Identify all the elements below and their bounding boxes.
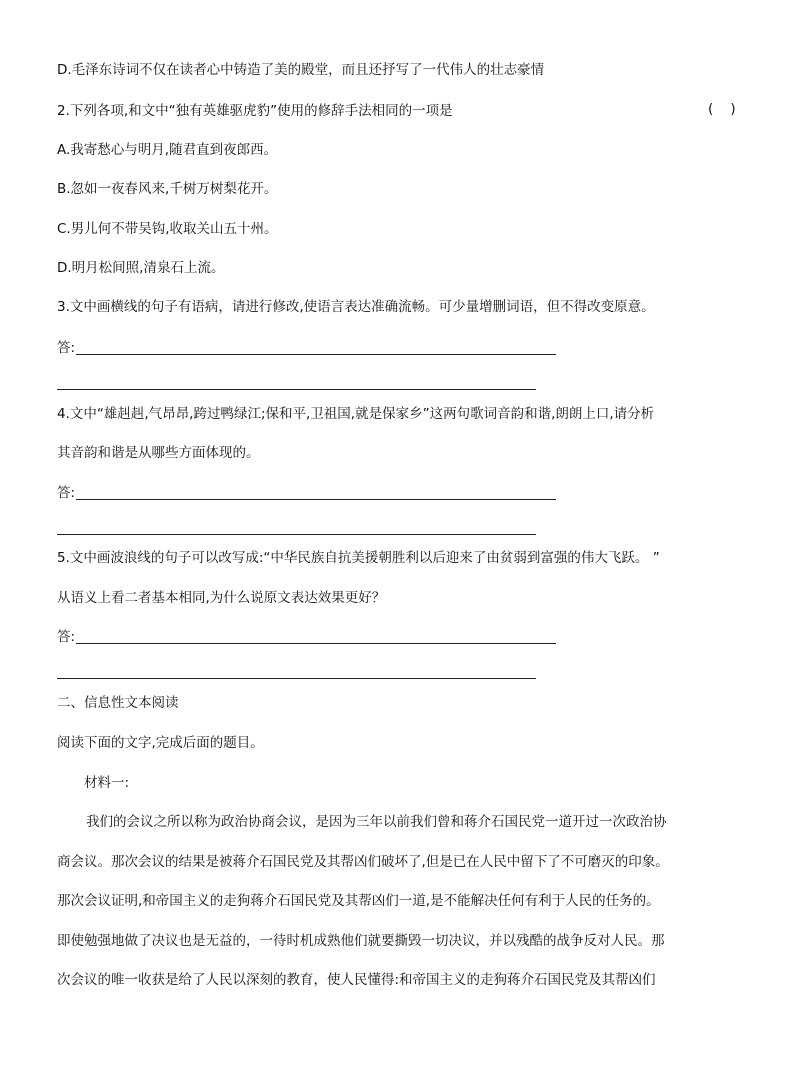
q4-answer-line-2[interactable] (57, 534, 536, 535)
q5-answer-line-2[interactable] (57, 678, 536, 679)
q4-answer-label: 答: (57, 485, 76, 501)
material-paragraph-line-1: 我们的会议之所以称为政治协商会议，是因为三年以前我们曾和蒋介石国民党一道开过一次政治协 (86, 814, 667, 830)
material-paragraph-line-2: 商会议。那次会议的结果是被蒋介石国民党及其帮凶们破坏了,但是已在人民中留下了不可磨灭的印象。 (57, 854, 669, 870)
q3-answer-line-2[interactable] (57, 389, 536, 390)
q2-option-d: D.明月松间照,清泉石上流。 (57, 260, 225, 276)
material-one-label: 材料一: (84, 775, 130, 791)
q3-answer-line-1[interactable] (76, 354, 556, 355)
material-paragraph-line-4: 即使勉强地做了决议也是无益的，一待时机成熟他们就要撕毁一切决议，并以残酷的战争反对人民。那 (57, 933, 665, 949)
q2-answer-bracket: ( ) (708, 101, 736, 117)
q2-stem: 2.下列各项,和文中“独有英雄驱虎豹”使用的修辞手法相同的一项是 (57, 103, 453, 119)
section2-heading: 二、信息性文本阅读 (57, 695, 179, 711)
q2-option-a: A.我寄愁心与明月,随君直到夜郎西。 (57, 142, 278, 158)
q4-stem-line-1: 4.文中“雄赳赳,气昂昂,跨过鸭绿江;保和平,卫祖国,就是保家乡”这两句歌词音韵和谐,朗朗上口,请分析 (57, 406, 655, 422)
q5-stem-line-2: 从语义上看二者基本相同,为什么说原文表达效果更好？ (57, 590, 386, 606)
q5-stem-line-1: 5.文中画波浪线的句子可以改写成:“中华民族自抗美援朝胜利以后迎来了由贫弱到富强的伟大飞跃。 ” (57, 550, 660, 566)
material-paragraph-line-5: 次会议的唯一收获是给了人民以深刻的教育，使人民懂得:和帝国主义的走狗蒋介石国民党及其帮凶们 (57, 972, 656, 988)
q4-stem-line-2: 其音韵和谐是从哪些方面体现的。 (57, 445, 260, 461)
material-paragraph-line-3: 那次会议证明,和帝国主义的走狗蒋介石国民党及其帮凶们一道,是不能解决任何有利于人民的任务的。 (57, 893, 660, 909)
q2-option-b: B.忽如一夜春风来,千树万树梨花开。 (57, 181, 278, 197)
q4-answer-line-1[interactable] (76, 499, 556, 500)
q3-stem: 3.文中画横线的句子有语病，请进行修改,使语言表达准确流畅。可少量增删词语，但不得改变原意。 (57, 299, 655, 315)
q1-option-d: D.毛泽东诗词不仅在读者心中铸造了美的殿堂，而且还抒写了一代伟人的壮志豪情 (57, 62, 545, 78)
q5-answer-label: 答: (57, 629, 76, 645)
section2-instruction: 阅读下面的文字,完成后面的题目。 (57, 735, 264, 751)
q3-answer-label: 答: (57, 340, 76, 356)
q2-option-c: C.男儿何不带吴钩,收取关山五十州。 (57, 221, 278, 237)
q5-answer-line-1[interactable] (76, 643, 556, 644)
